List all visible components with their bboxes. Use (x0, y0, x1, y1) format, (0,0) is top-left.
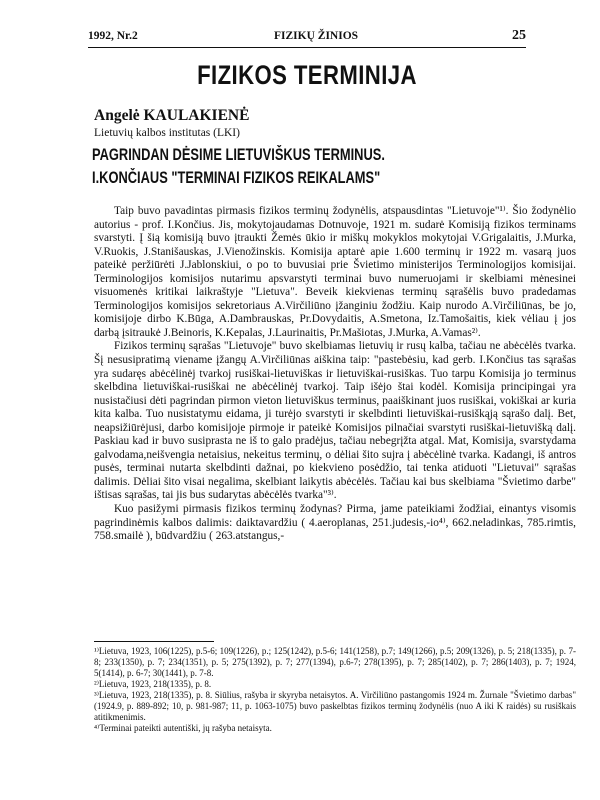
journal-name: FIZIKŲ ŽINIOS (274, 30, 359, 42)
body-paragraph-2: Fizikos terminų sąrašas "Lietuvoje" buvo skelbiamas lietuvių ir rusų kalba, tačiau ne abėcėlės tvarka. Šį nesusipratimą viename įžangų A.Virčiliūnas aiškina taip: "pastebėsiu, kad gerb. I.Končius tas sąrašas yra sudaręs abėcėlinėj tvarkoj rusiškai-lietuviškas ir lietuviškai-rusiškas. Tuo tarpu Komisija jo terminus skelbdina lietuviškai-rusiškai ne abėcėlinėj tvarkoj. Taip išėjo štai kodėl. Komisija principingai yra nusistačiusi dėti pagrindan pirmon vieton lietuviškus terminus, paaiškinant juos rusiškai, vokiškai ar kuria kita kalba. Tuo nusistatymu eidama, ji turėjo svarstyti ir skelbdinti lietuviškai-rusiškąją sąrašo dalį. Bet, neapsižiūrėjusi, darbo komisijoje pirmoje ir pateikė Komisijos pilnačiai svarstyti rusiškai-lietuvišką dalį. Paskiau kad ir buvo susiprasta ne iš to galo pradėjus, tačiau nebegrįžta atgal. Mat, Komisija, svarstydama galvodama,neišvengia netaisius, nekeitus terminų, o dėliai šito sujra į abėcėlinė tvarka. Kadangi, iš antros pusės, terminai nutarta skelbdinti dažnai, po kiekvieno posėdžio, tai tenka atiduoti "Lietuvai" sąrašas dalimis. Dėliai šito visai negalima, skelbiant laikytis abėcėlės. Tačiau kai bus skelbiama "Švietimo darbe" ištisas sąrašas, tai jis bus sudarytas abėcėlės tvarka"³⁾. (94, 340, 576, 502)
footnote-1: ¹⁾Lietuva, 1923, 106(1225), p.5-6; 109(1226), p.; 125(1242), p.5-6; 141(1258), p.7; 149(1266), p.5; 209(1326), p. 5; 218(1335), p. 7-8; 233(1350), p. 7; 234(1351), p. 5; 275(1392), p. 7; 277(1394), p.6-7; 278(1395), p. 7; 285(1402), p. 7; 286(1403), p. 7; 1924, 5(1414), p. 6-7; 30(1441), p. 7-8. (94, 646, 576, 678)
article-subtitle-line2: I.KONČIAUS "TERMINAI FIZIKOS REIKALAMS" (92, 169, 381, 187)
footnote-4: ⁴⁾Terminai pateikti autentiški, jų rašyba netaisyta. (94, 723, 272, 733)
page-number: 25 (512, 28, 526, 43)
footnote-rule (94, 641, 214, 642)
running-header (88, 28, 526, 46)
body-paragraph-1: Taip buvo pavadintas pirmasis fizikos terminų žodynėlis, atspausdintas "Lietuvoje"¹⁾. Šio žodynėlio autorius - prof. I.Končius. Jis, mokytojaudamas Dotnuvoje, 1921 m. sudarė Komisiją fizikos terminams svarstyti. Į šią komisiją buvo įtraukti Žemės ūkio ir miškų mokyklos mokytojai V.Grigalaitis, J.Murka, V.Ruokis, J.Stanišauskas, J.Vienožinskis. Komisija aptarė apie 1.600 terminų ir 1922 m. vasarą juos pateikė peržiūrėti J.Jablonskiui, o po to buvusiai prie Švietimo ministerijos Terminologijos komisijai. Terminologijos komisijos nutarimu apsvarstyti terminai buvo numeruojami ir skelbiami mėnesinei visuomenės kritikai laikraštyje "Lietuva". Beveik kiekvienas terminų sąrašėlis buvo pradedamas Terminologijos komisijos sekretoriaus A.Virčiliūno įžanginiu žodžiu. Kaip nurodo A.Virčiliūnas, be jo, komisijoje dirbo K.Būga, A.Dambrauskas, Pr.Dovydaitis, A.Smetona, Iz.Tamošaitis, kiek vėliau į jos darbą įsitraukė J.Beinoris, K.Kepalas, J.Laurinaitis, Pr.Mašiotas, J.Murka, A.Vamas²⁾. (94, 205, 576, 339)
issue-label: 1992, Nr.2 (88, 30, 138, 42)
author-institution: Lietuvių kalbos institutas (LKI) (94, 127, 240, 139)
author-name: Angelė KAULAKIENĖ (94, 107, 250, 124)
footnotes (94, 646, 576, 734)
header-rule (88, 47, 526, 48)
article-title: FIZIKOS TERMINIJA (197, 60, 417, 90)
body-paragraph-3: Kuo pasižymi pirmasis fizikos terminų žodynas? Pirma, jame pateikiami žodžiai, einantys visomis pagrindinėmis kalbos dalimis: daiktavardžiu ( 4.aeroplanas, 251.judesis,-io⁴⁾, 662.neladinkas, 785.rimtis, 758.smailė ), būdvardžiu ( 263.atstangus,- (94, 503, 576, 543)
footnote-3: ³⁾Lietuva, 1923, 218(1335), p. 8. Siūlius, rašyba ir skyryba netaisytos. A. Virčiliūno pastangomis 1924 m. Žurnale "Švietimo darbas" (1924.9, p. 889-892; 10, p. 981-987; 11, p. 1063-1075) buvo paskelbtas fizikos terminų žodynėlis (nuo A iki K raidės) su rusiškais atitikmenimis. (94, 690, 576, 722)
article-body (94, 205, 576, 544)
footnote-2: ²⁾Lietuva, 1923, 218(1335), p. 8. (94, 679, 212, 689)
article-subtitle-line1: PAGRINDAN DĖSIME LIETUVIŠKUS TERMINUS. (92, 146, 385, 164)
